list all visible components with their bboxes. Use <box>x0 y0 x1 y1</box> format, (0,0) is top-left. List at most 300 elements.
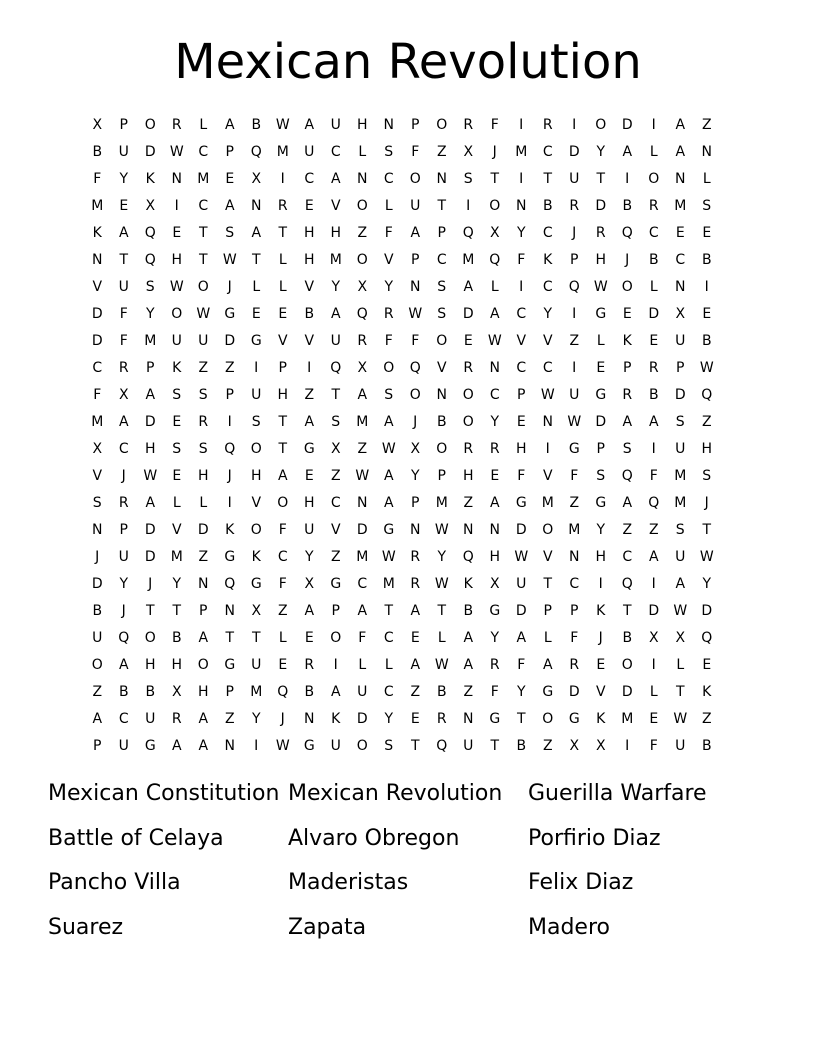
grid-letter[interactable]: I <box>227 414 232 430</box>
grid-letter[interactable]: Y <box>410 468 420 484</box>
grid-letter[interactable]: E <box>304 630 314 646</box>
grid-letter[interactable]: O <box>542 522 554 538</box>
grid-letter[interactable]: C <box>330 144 341 160</box>
grid-letter[interactable]: T <box>675 684 685 700</box>
grid-letter[interactable]: H <box>197 468 209 484</box>
grid-letter[interactable]: T <box>172 603 182 619</box>
grid-letter[interactable]: I <box>227 495 232 511</box>
grid-letter[interactable]: E <box>304 198 314 214</box>
grid-letter[interactable]: A <box>410 657 421 673</box>
grid-letter[interactable]: N <box>92 522 103 538</box>
grid-letter[interactable]: R <box>463 441 474 457</box>
grid-letter[interactable]: A <box>224 198 235 214</box>
grid-letter[interactable]: O <box>383 360 395 376</box>
grid-letter[interactable]: U <box>198 333 209 349</box>
grid-letter[interactable]: G <box>250 576 262 592</box>
grid-letter[interactable]: H <box>462 468 474 484</box>
grid-letter[interactable]: M <box>276 144 289 160</box>
grid-letter[interactable]: M <box>541 495 554 511</box>
grid-letter[interactable]: A <box>622 414 633 430</box>
grid-letter[interactable]: H <box>489 549 501 565</box>
grid-letter[interactable]: X <box>251 171 262 187</box>
grid-letter[interactable]: U <box>357 684 368 700</box>
grid-letter[interactable]: H <box>595 252 607 268</box>
grid-letter[interactable]: W <box>143 468 158 484</box>
grid-letter[interactable]: X <box>92 117 103 133</box>
grid-letter[interactable]: Y <box>702 576 712 592</box>
grid-letter[interactable]: H <box>515 441 527 457</box>
grid-letter[interactable]: A <box>648 549 659 565</box>
grid-letter[interactable]: H <box>303 252 315 268</box>
grid-letter[interactable]: W <box>275 738 290 754</box>
grid-letter[interactable]: J <box>492 144 497 160</box>
grid-letter[interactable]: L <box>596 333 605 349</box>
grid-letter[interactable]: Q <box>118 630 130 646</box>
grid-letter[interactable]: W <box>222 252 237 268</box>
grid-letter[interactable]: O <box>621 279 633 295</box>
grid-letter[interactable]: D <box>568 144 580 160</box>
grid-letter[interactable]: F <box>411 333 420 349</box>
grid-letter[interactable]: N <box>224 738 235 754</box>
grid-letter[interactable]: P <box>411 252 420 268</box>
grid-letter[interactable]: Q <box>436 738 448 754</box>
grid-letter[interactable]: F <box>570 468 579 484</box>
grid-letter[interactable]: S <box>437 279 447 295</box>
grid-letter[interactable]: R <box>569 657 580 673</box>
grid-letter[interactable]: I <box>254 738 259 754</box>
grid-letter[interactable]: M <box>250 684 263 700</box>
grid-letter[interactable]: V <box>304 333 315 349</box>
grid-letter[interactable]: Y <box>172 576 182 592</box>
grid-letter[interactable]: D <box>144 549 156 565</box>
grid-letter[interactable]: N <box>410 279 421 295</box>
grid-letter[interactable]: R <box>463 117 474 133</box>
grid-letter[interactable]: Z <box>304 387 315 403</box>
grid-letter[interactable]: A <box>675 576 686 592</box>
grid-letter[interactable]: G <box>489 711 501 727</box>
grid-letter[interactable]: E <box>278 657 288 673</box>
grid-letter[interactable]: Q <box>568 279 580 295</box>
grid-letter[interactable]: L <box>384 657 393 673</box>
grid-letter[interactable]: Q <box>621 576 633 592</box>
grid-letter[interactable]: O <box>436 117 448 133</box>
grid-letter[interactable]: P <box>146 360 155 376</box>
grid-letter[interactable]: X <box>489 576 500 592</box>
grid-letter[interactable]: T <box>198 252 208 268</box>
grid-letter[interactable]: C <box>436 252 447 268</box>
grid-letter[interactable]: T <box>516 711 526 727</box>
grid-letter[interactable]: P <box>93 738 102 754</box>
grid-letter[interactable]: N <box>569 549 580 565</box>
grid-letter[interactable]: B <box>648 387 659 403</box>
grid-letter[interactable]: S <box>384 387 394 403</box>
grid-letter[interactable]: U <box>675 738 686 754</box>
grid-letter[interactable]: I <box>572 360 577 376</box>
grid-letter[interactable]: D <box>144 144 156 160</box>
grid-letter[interactable]: G <box>489 603 501 619</box>
grid-letter[interactable]: K <box>331 711 341 727</box>
grid-letter[interactable]: A <box>463 657 474 673</box>
grid-letter[interactable]: A <box>198 630 209 646</box>
grid-letter[interactable]: O <box>436 333 448 349</box>
grid-letter[interactable]: L <box>702 171 711 187</box>
grid-letter[interactable]: S <box>463 171 473 187</box>
grid-letter[interactable]: A <box>118 225 129 241</box>
grid-letter[interactable]: S <box>437 306 447 322</box>
grid-letter[interactable]: W <box>381 549 396 565</box>
grid-letter[interactable]: F <box>649 738 658 754</box>
grid-letter[interactable]: F <box>517 657 526 673</box>
grid-letter[interactable]: U <box>118 144 129 160</box>
grid-letter[interactable]: K <box>596 603 606 619</box>
grid-letter[interactable]: H <box>330 225 342 241</box>
grid-letter[interactable]: R <box>277 198 288 214</box>
grid-letter[interactable]: F <box>358 630 367 646</box>
grid-letter[interactable]: F <box>411 144 420 160</box>
grid-letter[interactable]: R <box>410 576 421 592</box>
grid-letter[interactable]: X <box>410 441 421 457</box>
grid-letter[interactable]: J <box>148 576 153 592</box>
grid-letter[interactable]: S <box>172 441 182 457</box>
grid-letter[interactable]: G <box>224 306 236 322</box>
grid-letter[interactable]: Z <box>330 549 341 565</box>
grid-letter[interactable]: R <box>463 360 474 376</box>
grid-letter[interactable]: M <box>170 549 183 565</box>
grid-letter[interactable]: H <box>277 387 289 403</box>
grid-letter[interactable]: F <box>570 630 579 646</box>
grid-letter[interactable]: L <box>358 657 367 673</box>
grid-letter[interactable]: W <box>514 549 529 565</box>
grid-letter[interactable]: I <box>545 441 550 457</box>
grid-letter[interactable]: P <box>570 252 579 268</box>
grid-letter[interactable]: L <box>676 657 685 673</box>
grid-letter[interactable]: P <box>119 522 128 538</box>
grid-letter[interactable]: L <box>172 495 181 511</box>
grid-letter[interactable]: L <box>490 279 499 295</box>
grid-letter[interactable]: Y <box>516 225 526 241</box>
grid-letter[interactable]: O <box>91 657 103 673</box>
grid-letter[interactable]: H <box>250 468 262 484</box>
grid-letter[interactable]: L <box>278 630 287 646</box>
grid-letter[interactable]: B <box>145 684 156 700</box>
grid-letter[interactable]: B <box>92 144 103 160</box>
grid-letter[interactable]: C <box>277 549 288 565</box>
grid-letter[interactable]: Q <box>224 576 236 592</box>
grid-letter[interactable]: O <box>277 495 289 511</box>
grid-letter[interactable]: H <box>144 657 156 673</box>
grid-letter[interactable]: G <box>224 549 236 565</box>
grid-letter[interactable]: Z <box>357 441 368 457</box>
grid-letter[interactable]: K <box>596 711 606 727</box>
grid-letter[interactable]: J <box>95 549 100 565</box>
grid-letter[interactable]: L <box>543 630 552 646</box>
grid-letter[interactable]: O <box>250 522 262 538</box>
grid-letter[interactable]: G <box>224 657 236 673</box>
grid-letter[interactable]: J <box>413 414 418 430</box>
grid-letter[interactable]: A <box>198 711 209 727</box>
grid-letter[interactable]: U <box>516 576 527 592</box>
grid-letter[interactable]: D <box>515 522 527 538</box>
grid-letter[interactable]: B <box>118 684 129 700</box>
grid-letter[interactable]: P <box>676 360 685 376</box>
grid-letter[interactable]: O <box>409 171 421 187</box>
grid-letter[interactable]: E <box>516 414 526 430</box>
grid-letter[interactable]: U <box>569 387 580 403</box>
grid-letter[interactable]: N <box>171 171 182 187</box>
grid-letter[interactable]: Q <box>224 441 236 457</box>
grid-letter[interactable]: N <box>251 198 262 214</box>
grid-letter[interactable]: Z <box>622 522 633 538</box>
grid-letter[interactable]: J <box>121 468 126 484</box>
grid-letter[interactable]: N <box>542 414 553 430</box>
grid-letter[interactable]: D <box>621 684 633 700</box>
grid-letter[interactable]: S <box>92 495 102 511</box>
grid-letter[interactable]: Y <box>331 279 341 295</box>
grid-letter[interactable]: U <box>330 333 341 349</box>
grid-letter[interactable]: L <box>252 279 261 295</box>
grid-letter[interactable]: X <box>92 441 103 457</box>
grid-letter[interactable]: D <box>144 414 156 430</box>
grid-letter[interactable]: C <box>648 225 659 241</box>
grid-letter[interactable]: Z <box>542 738 553 754</box>
grid-letter[interactable]: A <box>357 603 368 619</box>
grid-letter[interactable]: P <box>278 360 287 376</box>
grid-letter[interactable]: M <box>435 495 448 511</box>
grid-letter[interactable]: A <box>648 414 659 430</box>
grid-letter[interactable]: U <box>410 198 421 214</box>
grid-letter[interactable]: T <box>145 603 155 619</box>
grid-letter[interactable]: Q <box>621 468 633 484</box>
grid-letter[interactable]: Y <box>516 684 526 700</box>
grid-letter[interactable]: T <box>410 738 420 754</box>
grid-letter[interactable]: O <box>197 657 209 673</box>
grid-letter[interactable]: S <box>225 225 235 241</box>
grid-letter[interactable]: H <box>303 495 315 511</box>
grid-letter[interactable]: U <box>171 333 182 349</box>
grid-letter[interactable]: U <box>304 522 315 538</box>
grid-letter[interactable]: A <box>383 414 394 430</box>
grid-letter[interactable]: D <box>595 414 607 430</box>
grid-letter[interactable]: W <box>540 387 555 403</box>
grid-letter[interactable]: N <box>304 711 315 727</box>
grid-letter[interactable]: G <box>515 495 527 511</box>
grid-letter[interactable]: F <box>490 117 499 133</box>
grid-letter[interactable]: F <box>278 522 287 538</box>
grid-letter[interactable]: D <box>91 333 103 349</box>
grid-letter[interactable]: S <box>251 414 261 430</box>
grid-letter[interactable]: T <box>278 414 288 430</box>
grid-letter[interactable]: E <box>119 198 129 214</box>
grid-letter[interactable]: S <box>384 738 394 754</box>
grid-letter[interactable]: A <box>463 279 474 295</box>
grid-letter[interactable]: U <box>675 441 686 457</box>
grid-letter[interactable]: E <box>649 333 659 349</box>
grid-letter[interactable]: Y <box>596 522 606 538</box>
grid-letter[interactable]: J <box>280 711 285 727</box>
grid-letter[interactable]: X <box>675 306 686 322</box>
grid-letter[interactable]: V <box>92 279 103 295</box>
grid-letter[interactable]: V <box>277 333 288 349</box>
grid-letter[interactable]: T <box>702 522 712 538</box>
grid-letter[interactable]: V <box>542 333 553 349</box>
grid-letter[interactable]: J <box>598 630 603 646</box>
grid-letter[interactable]: W <box>487 333 502 349</box>
grid-letter[interactable]: I <box>280 171 285 187</box>
grid-letter[interactable]: A <box>516 630 527 646</box>
grid-letter[interactable]: W <box>567 414 582 430</box>
grid-letter[interactable]: A <box>330 171 341 187</box>
grid-letter[interactable]: Q <box>648 495 660 511</box>
grid-letter[interactable]: R <box>436 711 447 727</box>
grid-letter[interactable]: E <box>410 630 420 646</box>
grid-letter[interactable]: Q <box>701 387 713 403</box>
grid-letter[interactable]: W <box>169 144 184 160</box>
grid-letter[interactable]: G <box>303 738 315 754</box>
grid-letter[interactable]: Z <box>410 684 421 700</box>
grid-letter[interactable]: P <box>331 603 340 619</box>
grid-letter[interactable]: Y <box>304 549 314 565</box>
grid-letter[interactable]: T <box>225 630 235 646</box>
grid-letter[interactable]: I <box>519 117 524 133</box>
grid-letter[interactable]: A <box>489 495 500 511</box>
grid-letter[interactable]: L <box>199 117 208 133</box>
grid-letter[interactable]: C <box>198 198 209 214</box>
grid-letter[interactable]: R <box>569 198 580 214</box>
grid-letter[interactable]: O <box>356 252 368 268</box>
grid-letter[interactable]: M <box>197 171 210 187</box>
grid-letter[interactable]: A <box>410 225 421 241</box>
grid-letter[interactable]: D <box>648 603 660 619</box>
grid-letter[interactable]: Z <box>701 414 712 430</box>
grid-letter[interactable]: G <box>303 441 315 457</box>
grid-letter[interactable]: E <box>702 225 712 241</box>
grid-letter[interactable]: G <box>383 522 395 538</box>
grid-letter[interactable]: O <box>489 198 501 214</box>
grid-letter[interactable]: V <box>542 549 553 565</box>
grid-letter[interactable]: C <box>542 144 553 160</box>
grid-letter[interactable]: A <box>330 684 341 700</box>
grid-letter[interactable]: C <box>542 360 553 376</box>
grid-letter[interactable]: Y <box>119 171 129 187</box>
grid-letter[interactable]: J <box>625 252 630 268</box>
grid-letter[interactable]: O <box>197 279 209 295</box>
grid-letter[interactable]: M <box>621 711 634 727</box>
grid-letter[interactable]: M <box>674 468 687 484</box>
grid-letter[interactable]: P <box>199 603 208 619</box>
grid-letter[interactable]: B <box>304 684 315 700</box>
grid-letter[interactable]: V <box>516 333 527 349</box>
grid-letter[interactable]: P <box>596 441 605 457</box>
grid-letter[interactable]: O <box>250 441 262 457</box>
grid-letter[interactable]: T <box>198 225 208 241</box>
grid-letter[interactable]: H <box>197 684 209 700</box>
grid-letter[interactable]: F <box>278 576 287 592</box>
grid-letter[interactable]: Q <box>489 252 501 268</box>
grid-letter[interactable]: K <box>92 225 102 241</box>
grid-letter[interactable]: D <box>144 522 156 538</box>
grid-letter[interactable]: E <box>596 657 606 673</box>
grid-letter[interactable]: Z <box>701 117 712 133</box>
grid-letter[interactable]: M <box>462 252 475 268</box>
grid-letter[interactable]: J <box>227 468 232 484</box>
grid-letter[interactable]: V <box>92 468 103 484</box>
grid-letter[interactable]: A <box>622 144 633 160</box>
grid-letter[interactable]: X <box>648 630 659 646</box>
grid-letter[interactable]: C <box>542 225 553 241</box>
grid-letter[interactable]: R <box>171 711 182 727</box>
grid-letter[interactable]: A <box>383 495 394 511</box>
grid-letter[interactable]: D <box>91 306 103 322</box>
grid-letter[interactable]: I <box>651 117 656 133</box>
grid-letter[interactable]: V <box>251 495 262 511</box>
grid-letter[interactable]: P <box>411 117 420 133</box>
grid-letter[interactable]: O <box>330 630 342 646</box>
grid-letter[interactable]: R <box>304 657 315 673</box>
grid-letter[interactable]: U <box>304 144 315 160</box>
grid-letter[interactable]: C <box>92 360 103 376</box>
grid-letter[interactable]: P <box>437 225 446 241</box>
grid-letter[interactable]: O <box>144 117 156 133</box>
grid-letter[interactable]: H <box>144 441 156 457</box>
grid-letter[interactable]: N <box>383 117 394 133</box>
grid-letter[interactable]: I <box>598 576 603 592</box>
grid-letter[interactable]: U <box>92 630 103 646</box>
grid-letter[interactable]: U <box>463 738 474 754</box>
grid-letter[interactable]: E <box>649 711 659 727</box>
grid-letter[interactable]: C <box>383 684 394 700</box>
grid-letter[interactable]: D <box>356 522 368 538</box>
grid-letter[interactable]: N <box>489 522 500 538</box>
grid-letter[interactable]: E <box>225 171 235 187</box>
grid-letter[interactable]: D <box>515 603 527 619</box>
grid-letter[interactable]: E <box>278 306 288 322</box>
grid-letter[interactable]: F <box>649 468 658 484</box>
grid-letter[interactable]: T <box>543 171 553 187</box>
grid-letter[interactable]: E <box>251 306 261 322</box>
grid-letter[interactable]: C <box>118 711 129 727</box>
grid-letter[interactable]: G <box>595 387 607 403</box>
grid-letter[interactable]: I <box>651 441 656 457</box>
grid-letter[interactable]: O <box>171 306 183 322</box>
grid-letter[interactable]: S <box>172 387 182 403</box>
grid-letter[interactable]: Q <box>356 306 368 322</box>
grid-letter[interactable]: Z <box>224 360 235 376</box>
grid-letter[interactable]: B <box>648 252 659 268</box>
grid-letter[interactable]: B <box>436 684 447 700</box>
grid-letter[interactable]: F <box>93 171 102 187</box>
grid-letter[interactable]: H <box>171 657 183 673</box>
grid-letter[interactable]: U <box>118 738 129 754</box>
grid-letter[interactable]: T <box>490 738 500 754</box>
grid-letter[interactable]: A <box>118 657 129 673</box>
grid-letter[interactable]: V <box>383 252 394 268</box>
grid-letter[interactable]: E <box>702 657 712 673</box>
grid-letter[interactable]: L <box>199 495 208 511</box>
grid-letter[interactable]: T <box>437 198 447 214</box>
grid-letter[interactable]: Z <box>569 495 580 511</box>
grid-letter[interactable]: B <box>542 198 553 214</box>
grid-letter[interactable]: X <box>463 144 474 160</box>
grid-letter[interactable]: M <box>144 333 157 349</box>
grid-letter[interactable]: Z <box>463 495 474 511</box>
grid-letter[interactable]: F <box>490 684 499 700</box>
grid-letter[interactable]: C <box>118 441 129 457</box>
grid-letter[interactable]: D <box>91 576 103 592</box>
grid-letter[interactable]: Y <box>543 306 553 322</box>
grid-letter[interactable]: R <box>489 441 500 457</box>
grid-letter[interactable]: Y <box>384 711 394 727</box>
grid-letter[interactable]: N <box>410 522 421 538</box>
